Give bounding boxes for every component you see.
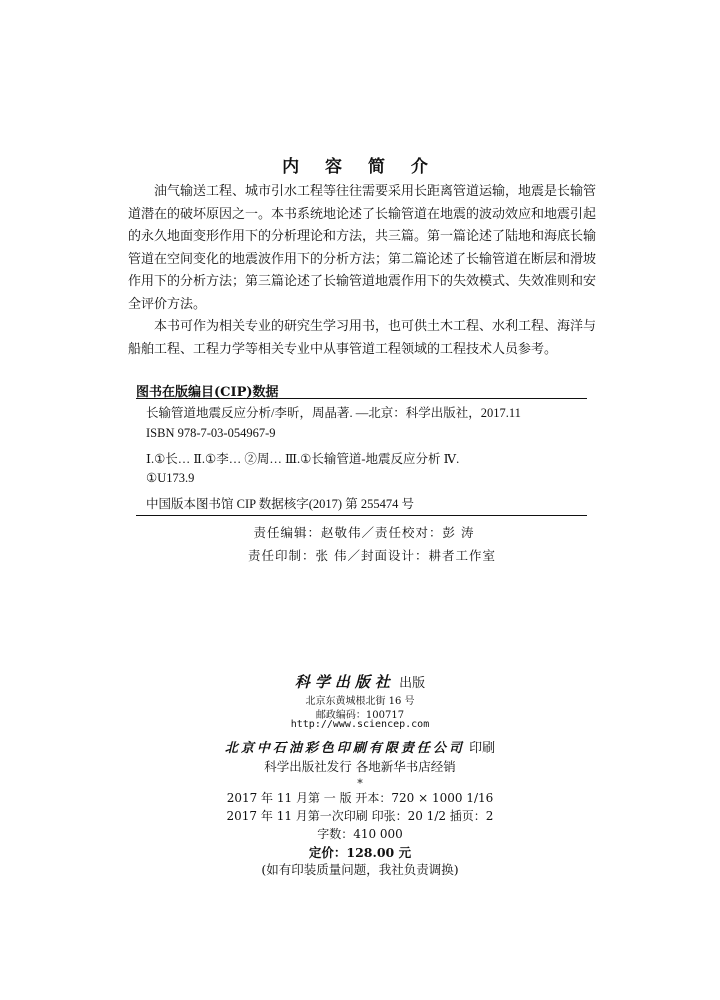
price: 定价：128.00 元 bbox=[308, 845, 412, 860]
printer-suffix: 印刷 bbox=[469, 741, 496, 756]
editor-credits: 责任编辑：赵敬伟／责任校对：彭 涛 bbox=[253, 525, 475, 540]
cip-line-classification: Ⅰ.①长… Ⅱ.①李… ②周… Ⅲ.①长输管道-地震反应分析 Ⅳ. bbox=[146, 452, 460, 466]
distribution-line: 科学出版社发行 各地新华书店经销 bbox=[264, 759, 456, 774]
production-credits: 责任印制：张 伟／封面设计：耕者工作室 bbox=[248, 548, 496, 563]
publisher-name: 科学出版社 bbox=[294, 673, 395, 691]
summary-section bbox=[128, 181, 596, 361]
quality-note: (如有印装质量问题，我社负责调换) bbox=[261, 862, 459, 877]
separator-star: * bbox=[357, 777, 363, 790]
cip-line-citation: 长输管道地震反应分析/李昕，周晶著. —北京：科学出版社，2017.11 bbox=[146, 406, 521, 420]
summary-paragraph-1: 油气输送工程、城市引水工程等往往需要采用长距离管道运输，地震是长输管道潜在的破坏原因之一。本书系统地论述了长输管道在地震的波动效应和地震引起的永久地面变形作用下的分析理论和方法，共三篇。第一篇论述了陆地和海底长输管道在空间变化的地震波作用下的分析方法；第二篇论述了长输管道在断层和滑坡作用下的分析方法；第三篇论述了长输管道地震作用下的失效模式、失效准则和安全评价方法。 bbox=[128, 184, 597, 312]
cip-line-record-number: 中国版本图书馆 CIP 数据核字(2017) 第 255474 号 bbox=[146, 497, 414, 511]
publisher-url: http://www.sciencep.com bbox=[290, 719, 430, 730]
publisher-line bbox=[0, 671, 720, 692]
printer-name: 北京中石油彩色印刷有限责任公司 bbox=[224, 741, 465, 756]
printing-line: 2017 年 11 月第一次印刷 印张：20 1/2 插页：2 bbox=[226, 809, 494, 823]
cip-line-isbn: ISBN 978-7-03-054967-9 bbox=[146, 426, 276, 440]
printer-line bbox=[0, 737, 720, 756]
word-count: 字数：410 000 bbox=[317, 827, 403, 841]
publisher-suffix: 出版 bbox=[399, 676, 426, 691]
cip-line-class-number: ①U173.9 bbox=[146, 471, 195, 485]
publisher-postcode: 邮政编码：100717 bbox=[315, 710, 405, 721]
cip-heading: 图书在版编目(CIP)数据 bbox=[136, 385, 279, 400]
summary-paragraph-2: 本书可作为相关专业的研究生学习用书，也可供土木工程、水利工程、海洋与船舶工程、工程力学等相关专业中从事管道工程领域的工程技术人员参考。 bbox=[128, 319, 597, 357]
page-title: 内 容 简 介 bbox=[282, 157, 438, 177]
edition-line: 2017 年 11 月第 一 版 开本：720 × 1000 1/16 bbox=[226, 791, 494, 805]
publisher-address: 北京东黄城根北街 16 号 bbox=[305, 696, 415, 707]
